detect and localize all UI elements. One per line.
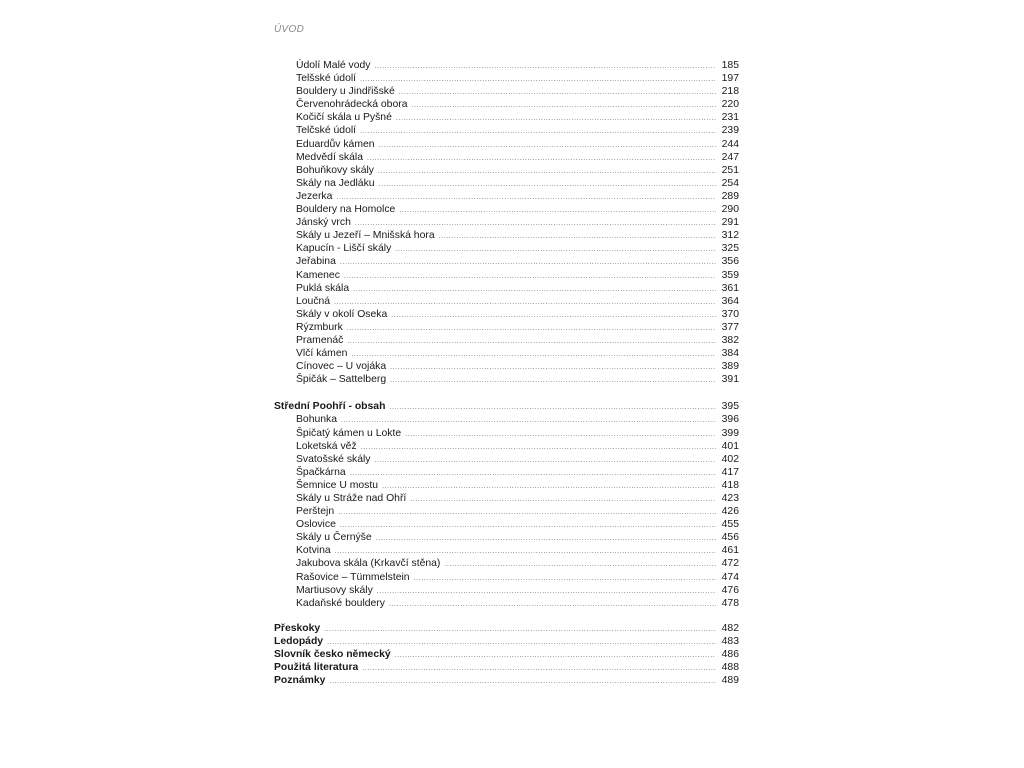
toc-entry bbox=[274, 177, 739, 190]
toc-entry bbox=[274, 479, 739, 492]
dot-leader bbox=[399, 204, 716, 217]
toc-entry-page: 486 bbox=[721, 649, 739, 661]
toc-entry-title: Bohuňkovy skály bbox=[296, 164, 374, 176]
dot-leader bbox=[344, 270, 716, 283]
toc-entry-page: 218 bbox=[721, 86, 739, 98]
toc-entry-page: 456 bbox=[721, 532, 739, 544]
dot-leader bbox=[411, 99, 716, 112]
toc-entry-page: 220 bbox=[721, 99, 739, 111]
toc-heading-page: 395 bbox=[721, 401, 739, 413]
toc-entry-title: Puklá skála bbox=[296, 282, 350, 294]
toc-entry-page: 244 bbox=[721, 138, 739, 150]
running-head: ÚVOD bbox=[274, 24, 305, 35]
toc-entry bbox=[274, 584, 739, 597]
dot-leader bbox=[353, 283, 716, 296]
toc-entry bbox=[274, 505, 739, 518]
toc-entry-page: 488 bbox=[721, 662, 739, 674]
toc-entry-page: 325 bbox=[721, 243, 739, 255]
toc-entry-title: Údolí Malé vody bbox=[296, 60, 371, 71]
toc-entry-page: 377 bbox=[721, 321, 739, 333]
toc-entry-page: 370 bbox=[721, 308, 739, 320]
toc-entry bbox=[274, 440, 739, 453]
toc-entry-page: 231 bbox=[721, 112, 739, 124]
dot-leader bbox=[361, 441, 716, 454]
toc-entry bbox=[274, 544, 739, 557]
toc-entry bbox=[274, 373, 739, 386]
toc-entry-page: 399 bbox=[721, 427, 739, 439]
dot-leader bbox=[439, 230, 716, 243]
toc-entry bbox=[274, 635, 739, 648]
toc-entry-page: 478 bbox=[721, 597, 739, 609]
dot-leader bbox=[391, 309, 716, 322]
toc-entry bbox=[274, 151, 739, 164]
toc-entry-page: 401 bbox=[721, 440, 739, 452]
dot-leader bbox=[340, 519, 716, 532]
toc-entry-title: Bouldery u Jindřišské bbox=[296, 86, 395, 98]
toc-entry-page: 356 bbox=[721, 256, 739, 268]
toc-entry-page: 426 bbox=[721, 506, 739, 518]
toc-section-appendix bbox=[274, 622, 739, 687]
toc-entry bbox=[274, 466, 739, 479]
toc-entry-title: Vlčí kámen bbox=[296, 348, 348, 360]
dot-leader bbox=[395, 243, 716, 256]
toc-entry-page: 402 bbox=[721, 453, 739, 465]
toc-section-stredni-poohri bbox=[274, 400, 739, 610]
toc-entry bbox=[274, 308, 739, 321]
toc-entry bbox=[274, 124, 739, 137]
toc-entry bbox=[274, 216, 739, 229]
toc-entry bbox=[274, 85, 739, 98]
toc-entry bbox=[274, 557, 739, 570]
toc-entry-page: 489 bbox=[721, 675, 739, 687]
toc-entry-title: Kadaňské bouldery bbox=[296, 597, 385, 609]
toc-entry bbox=[274, 164, 739, 177]
dot-leader bbox=[360, 73, 716, 86]
toc-entry-page: 384 bbox=[721, 348, 739, 360]
toc-entry bbox=[274, 531, 739, 544]
toc-entry bbox=[274, 203, 739, 216]
toc-entry-page: 364 bbox=[721, 295, 739, 307]
toc-entry-page: 472 bbox=[721, 558, 739, 570]
toc-entry-page: 291 bbox=[721, 217, 739, 229]
toc-entry-page: 361 bbox=[721, 282, 739, 294]
section-gap bbox=[274, 610, 739, 622]
toc-entry-title: Kamenec bbox=[296, 269, 340, 281]
table-of-contents bbox=[274, 59, 739, 687]
toc-entry-title: Jakubova skála (Krkavčí stěna) bbox=[296, 558, 441, 570]
toc-entry-title: Ledopády bbox=[274, 635, 324, 647]
toc-entry-title: Špačkárna bbox=[296, 466, 346, 478]
toc-entry-list bbox=[274, 413, 739, 609]
dot-leader bbox=[390, 374, 716, 387]
dot-leader bbox=[410, 493, 716, 506]
toc-entry-title: Kapucín - Liščí skály bbox=[296, 243, 392, 255]
toc-entry-title: Loketská věž bbox=[296, 440, 357, 452]
toc-entry-title: Medvědí skála bbox=[296, 151, 363, 163]
dot-leader bbox=[382, 480, 716, 493]
dot-leader bbox=[405, 428, 716, 441]
toc-entry bbox=[274, 648, 739, 661]
toc-entry bbox=[274, 360, 739, 373]
toc-entry-title: Pramenáč bbox=[296, 334, 344, 346]
toc-entry-page: 482 bbox=[721, 622, 739, 634]
toc-entry-title: Skály u Černýše bbox=[296, 532, 372, 544]
toc-entry bbox=[274, 229, 739, 242]
toc-entry-title: Rašovice – Tümmelstein bbox=[296, 571, 410, 583]
dot-leader bbox=[395, 649, 716, 662]
dot-leader bbox=[414, 572, 716, 585]
toc-entry-page: 455 bbox=[721, 519, 739, 531]
toc-entry bbox=[274, 427, 739, 440]
toc-entry-title: Telčské údolí bbox=[296, 125, 357, 137]
toc-entry bbox=[274, 269, 739, 282]
toc-entry-title: Poznámky bbox=[274, 675, 326, 687]
toc-entry-title: Přeskoky bbox=[274, 622, 321, 634]
dot-leader bbox=[379, 139, 716, 152]
toc-entry-title: Bouldery na Homolce bbox=[296, 204, 396, 216]
dot-leader bbox=[350, 467, 716, 480]
toc-entry-title: Eduardův kámen bbox=[296, 138, 375, 150]
toc-entry-title: Kotvina bbox=[296, 545, 331, 557]
toc-entry-page: 461 bbox=[721, 545, 739, 557]
toc-entry-page: 417 bbox=[721, 466, 739, 478]
toc-entry bbox=[274, 72, 739, 85]
section-gap bbox=[274, 386, 739, 400]
toc-entry-page: 247 bbox=[721, 151, 739, 163]
toc-entry-page: 418 bbox=[721, 479, 739, 491]
toc-entry-title: Rýzmburk bbox=[296, 321, 343, 333]
toc-entry bbox=[274, 190, 739, 203]
dot-leader bbox=[334, 296, 716, 309]
toc-entry-page: 359 bbox=[721, 269, 739, 281]
toc-entry-title: Perštejn bbox=[296, 506, 335, 518]
dot-leader bbox=[378, 165, 716, 178]
dot-leader bbox=[338, 506, 716, 519]
dot-leader bbox=[396, 112, 716, 125]
toc-section-sites bbox=[274, 59, 739, 386]
toc-entry-title: Cínovec – U vojáka bbox=[296, 361, 387, 373]
toc-entry bbox=[274, 255, 739, 268]
dot-leader bbox=[362, 662, 716, 675]
toc-entry-page: 251 bbox=[721, 164, 739, 176]
toc-entry-title: Svatošské skály bbox=[296, 453, 371, 465]
toc-entry-title: Loučná bbox=[296, 295, 331, 307]
dot-leader bbox=[329, 675, 716, 688]
toc-entry-page: 254 bbox=[721, 177, 739, 189]
toc-entry bbox=[274, 597, 739, 610]
toc-entry-page: 391 bbox=[721, 374, 739, 386]
toc-entry bbox=[274, 111, 739, 124]
toc-entry bbox=[274, 413, 739, 426]
dot-leader bbox=[375, 454, 717, 467]
dot-leader bbox=[399, 86, 716, 99]
dot-leader bbox=[360, 125, 716, 138]
toc-entry-title: Slovník česko německý bbox=[274, 649, 391, 661]
toc-entry-page: 423 bbox=[721, 493, 739, 504]
toc-entry-title: Skály u Stráže nad Ohří bbox=[296, 493, 407, 504]
toc-entry-page: 474 bbox=[721, 571, 739, 583]
dot-leader bbox=[347, 335, 716, 348]
dot-leader bbox=[390, 361, 716, 374]
toc-entry-title: Jeřabina bbox=[296, 256, 336, 268]
toc-entry bbox=[274, 347, 739, 360]
toc-entry-title: Martiusovy skály bbox=[296, 584, 373, 596]
toc-entry bbox=[274, 453, 739, 466]
toc-entry-title: Jezerka bbox=[296, 190, 333, 202]
toc-entry-title: Bohunka bbox=[296, 414, 338, 426]
toc-entry-title: Skály v okolí Oseka bbox=[296, 308, 388, 320]
toc-entry-page: 396 bbox=[721, 414, 739, 426]
toc-entry bbox=[274, 571, 739, 584]
toc-entry bbox=[274, 661, 739, 674]
toc-entry bbox=[274, 321, 739, 334]
toc-entry-title: Oslovice bbox=[296, 519, 336, 531]
toc-entry bbox=[274, 282, 739, 295]
dot-leader bbox=[324, 623, 716, 636]
toc-entry bbox=[274, 622, 739, 635]
toc-heading-title: Střední Poohří - obsah bbox=[274, 401, 386, 413]
toc-entry-title: Použitá literatura bbox=[274, 662, 359, 674]
dot-leader bbox=[351, 348, 716, 361]
toc-entry bbox=[274, 138, 739, 151]
toc-entry-title: Kočičí skála u Pyšné bbox=[296, 112, 392, 124]
toc-entry-page: 185 bbox=[721, 60, 739, 71]
toc-entry-page: 483 bbox=[721, 635, 739, 647]
toc-entry-page: 239 bbox=[721, 125, 739, 137]
toc-entry bbox=[274, 674, 739, 687]
dot-leader bbox=[340, 256, 716, 269]
dot-leader bbox=[376, 532, 716, 545]
toc-entry-page: 197 bbox=[721, 73, 739, 85]
toc-entry bbox=[274, 492, 739, 505]
toc-entry-title: Červenohrádecká obora bbox=[296, 99, 408, 111]
dot-leader bbox=[389, 598, 716, 611]
toc-entry-title: Šemnice U mostu bbox=[296, 479, 378, 491]
toc-entry bbox=[274, 98, 739, 111]
toc-entry-page: 312 bbox=[721, 230, 739, 242]
toc-entry-title: Skály na Jedláku bbox=[296, 177, 375, 189]
dot-leader bbox=[444, 558, 716, 571]
toc-heading-row bbox=[274, 400, 739, 413]
dot-leader bbox=[375, 60, 716, 73]
toc-entry bbox=[274, 242, 739, 255]
dot-leader bbox=[379, 178, 716, 191]
toc-entry-title: Špičatý kámen u Lokte bbox=[296, 427, 402, 439]
toc-entry-page: 382 bbox=[721, 334, 739, 346]
toc-entry-page: 389 bbox=[721, 361, 739, 373]
dot-leader bbox=[367, 152, 716, 165]
toc-entry bbox=[274, 518, 739, 531]
toc-entry bbox=[274, 295, 739, 308]
toc-entry-page: 476 bbox=[721, 584, 739, 596]
toc-entry-page: 290 bbox=[721, 204, 739, 216]
toc-entry bbox=[274, 59, 739, 72]
dot-leader bbox=[347, 322, 716, 335]
toc-entry-title: Špičák – Sattelberg bbox=[296, 374, 387, 386]
toc-entry-title: Skály u Jezeří – Mnišská hora bbox=[296, 230, 435, 242]
toc-entry-title: Jánský vrch bbox=[296, 217, 351, 229]
dot-leader bbox=[389, 401, 716, 414]
toc-entry-page: 289 bbox=[721, 190, 739, 202]
dot-leader bbox=[377, 585, 716, 598]
toc-entry bbox=[274, 334, 739, 347]
toc-entry-title: Telšské údolí bbox=[296, 73, 357, 85]
